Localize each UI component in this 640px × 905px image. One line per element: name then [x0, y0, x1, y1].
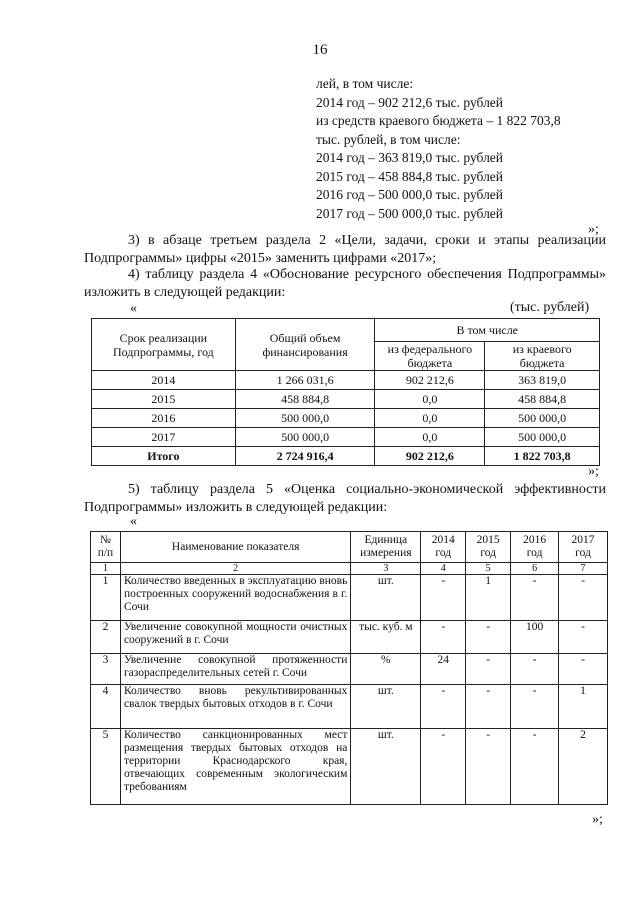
cell-regional: 500 000,0	[485, 428, 600, 447]
table-row	[92, 371, 600, 390]
cell-2015: -	[466, 621, 511, 654]
cell-2015: -	[466, 654, 511, 685]
cell-2016: -	[511, 654, 559, 685]
cell-num: 3	[91, 654, 121, 685]
index-cell: 6	[511, 563, 559, 575]
header-period: Срок реализации Подпрограммы, год	[92, 319, 236, 371]
table-row	[92, 428, 600, 447]
total-row	[92, 447, 600, 466]
header-federal: из федерального бюджета	[375, 342, 485, 371]
cell-total-label: Итого	[92, 447, 236, 466]
opening-quote: «	[130, 301, 137, 316]
header-regional: из краевого бюджета	[485, 342, 600, 371]
cell-2016: 100	[511, 621, 559, 654]
continuation-line: 2014 год – 902 212,6 тыс. рублей	[316, 94, 504, 110]
index-cell: 4	[421, 563, 466, 575]
cell-2014: 24	[421, 654, 466, 685]
cell-total: 500 000,0	[235, 428, 375, 447]
cell-num: 1	[91, 575, 121, 621]
cell-num: 2	[91, 621, 121, 654]
continuation-line: лей, в том числе:	[316, 76, 414, 91]
table-row	[91, 654, 608, 685]
index-cell: 2	[120, 563, 350, 575]
paragraph-4-text: 4) таблицу раздела 4 «Обоснование ресурсного обеспечения Подпрограммы» изложить в следующей редакции:	[84, 267, 606, 300]
cell-name: Количество санкционированных мест размещения твердых бытовых отходов на территории Краснодарского края, отвечающих современным экологическим требованиям	[120, 729, 350, 805]
cell-regional: 363 819,0	[485, 371, 600, 390]
cell-2014: -	[421, 685, 466, 729]
cell-total: 458 884,8	[235, 390, 375, 409]
continuation-line: 2017 год – 500 000,0 тыс. рублей	[316, 205, 504, 221]
cell-name: Количество введенных в эксплуатацию вновь построенных сооружений водоснабжения в г. Сочи	[120, 575, 350, 621]
header-2015: 2015 год	[466, 532, 511, 563]
paragraph-3-text: 3) в абзаце третьем раздела 2 «Цели, задачи, сроки и этапы реализации Подпрограммы» цифры «2015» заменить цифрами «2017»;	[84, 233, 606, 266]
cell-2016: -	[511, 685, 559, 729]
cell-unit: шт.	[351, 575, 421, 621]
paragraph-5	[84, 481, 606, 517]
paragraph-3	[84, 232, 606, 268]
cell-2017: 2	[559, 729, 608, 805]
cell-name: Увеличение совокупной мощности очистных сооружений в г. Сочи	[120, 621, 350, 654]
indicators-table	[90, 531, 608, 805]
header-2017: 2017 год	[559, 532, 608, 563]
cell-2015: 1	[466, 575, 511, 621]
cell-unit: тыс. куб. м	[351, 621, 421, 654]
cell-name: Увеличение совокупной протяженности газораспределительных сетей г. Сочи	[120, 654, 350, 685]
header-num: № п/п	[91, 532, 121, 563]
cell-federal: 0,0	[375, 390, 485, 409]
cell-2014: -	[421, 729, 466, 805]
cell-total: 500 000,0	[235, 409, 375, 428]
funding-table	[91, 318, 600, 466]
closing-quote: »;	[588, 222, 599, 237]
cell-federal: 902 212,6	[375, 371, 485, 390]
table-row	[91, 729, 608, 805]
cell-2015: -	[466, 729, 511, 805]
index-cell: 5	[466, 563, 511, 575]
cell-2015: -	[466, 685, 511, 729]
header-2016: 2016 год	[511, 532, 559, 563]
cell-2017: -	[559, 621, 608, 654]
cell-2017: -	[559, 654, 608, 685]
cell-2017: -	[559, 575, 608, 621]
index-cell: 1	[91, 563, 121, 575]
cell-regional: 500 000,0	[485, 409, 600, 428]
continuation-line: тыс. рублей, в том числе:	[316, 131, 461, 147]
table-row	[92, 409, 600, 428]
header-unit: Единица измерения	[351, 532, 421, 563]
continuation-block	[316, 75, 561, 223]
index-cell: 7	[559, 563, 608, 575]
continuation-line: 2016 год – 500 000,0 тыс. рублей	[316, 187, 504, 202]
paragraph-5-text: 5) таблицу раздела 5 «Оценка социально-экономической эффективности Подпрограммы» изложить в следующей редакции:	[84, 482, 606, 515]
cell-name: Количество вновь рекультивированных свалок твердых бытовых отходов в г. Сочи	[120, 685, 350, 729]
header-2014: 2014 год	[421, 532, 466, 563]
cell-total: 2 724 916,4	[235, 447, 375, 466]
cell-unit: шт.	[351, 685, 421, 729]
cell-2016: -	[511, 575, 559, 621]
cell-2017: 1	[559, 685, 608, 729]
page-number: 16	[312, 42, 328, 58]
cell-num: 4	[91, 685, 121, 729]
cell-year: 2014	[92, 371, 236, 390]
cell-year: 2016	[92, 409, 236, 428]
header-including: В том числе	[375, 319, 600, 342]
cell-unit: шт.	[351, 729, 421, 805]
cell-federal: 0,0	[375, 428, 485, 447]
cell-total: 1 266 031,6	[235, 371, 375, 390]
closing-quote: »;	[588, 464, 599, 479]
table-row	[91, 575, 608, 621]
cell-regional: 1 822 703,8	[485, 447, 600, 466]
units-label: (тыс. рублей)	[510, 300, 590, 315]
header-total: Общий объем финансирования	[235, 319, 375, 371]
cell-num: 5	[91, 729, 121, 805]
cell-year: 2015	[92, 390, 236, 409]
cell-regional: 458 884,8	[485, 390, 600, 409]
cell-year: 2017	[92, 428, 236, 447]
header-name: Наименование показателя	[120, 532, 350, 563]
cell-2014: -	[421, 575, 466, 621]
paragraph-4	[84, 266, 606, 302]
continuation-line: 2014 год – 363 819,0 тыс. рублей	[316, 150, 504, 165]
table-row	[91, 621, 608, 654]
closing-quote: »;	[592, 812, 603, 827]
table-row	[91, 685, 608, 729]
table-row	[92, 390, 600, 409]
opening-quote: «	[130, 514, 137, 529]
cell-federal: 902 212,6	[375, 447, 485, 466]
cell-federal: 0,0	[375, 409, 485, 428]
continuation-line: из средств краевого бюджета – 1 822 703,8	[316, 113, 561, 128]
index-cell: 3	[351, 563, 421, 575]
continuation-line: 2015 год – 458 884,8 тыс. рублей	[316, 168, 504, 184]
cell-unit: %	[351, 654, 421, 685]
cell-2016: -	[511, 729, 559, 805]
cell-2014: -	[421, 621, 466, 654]
